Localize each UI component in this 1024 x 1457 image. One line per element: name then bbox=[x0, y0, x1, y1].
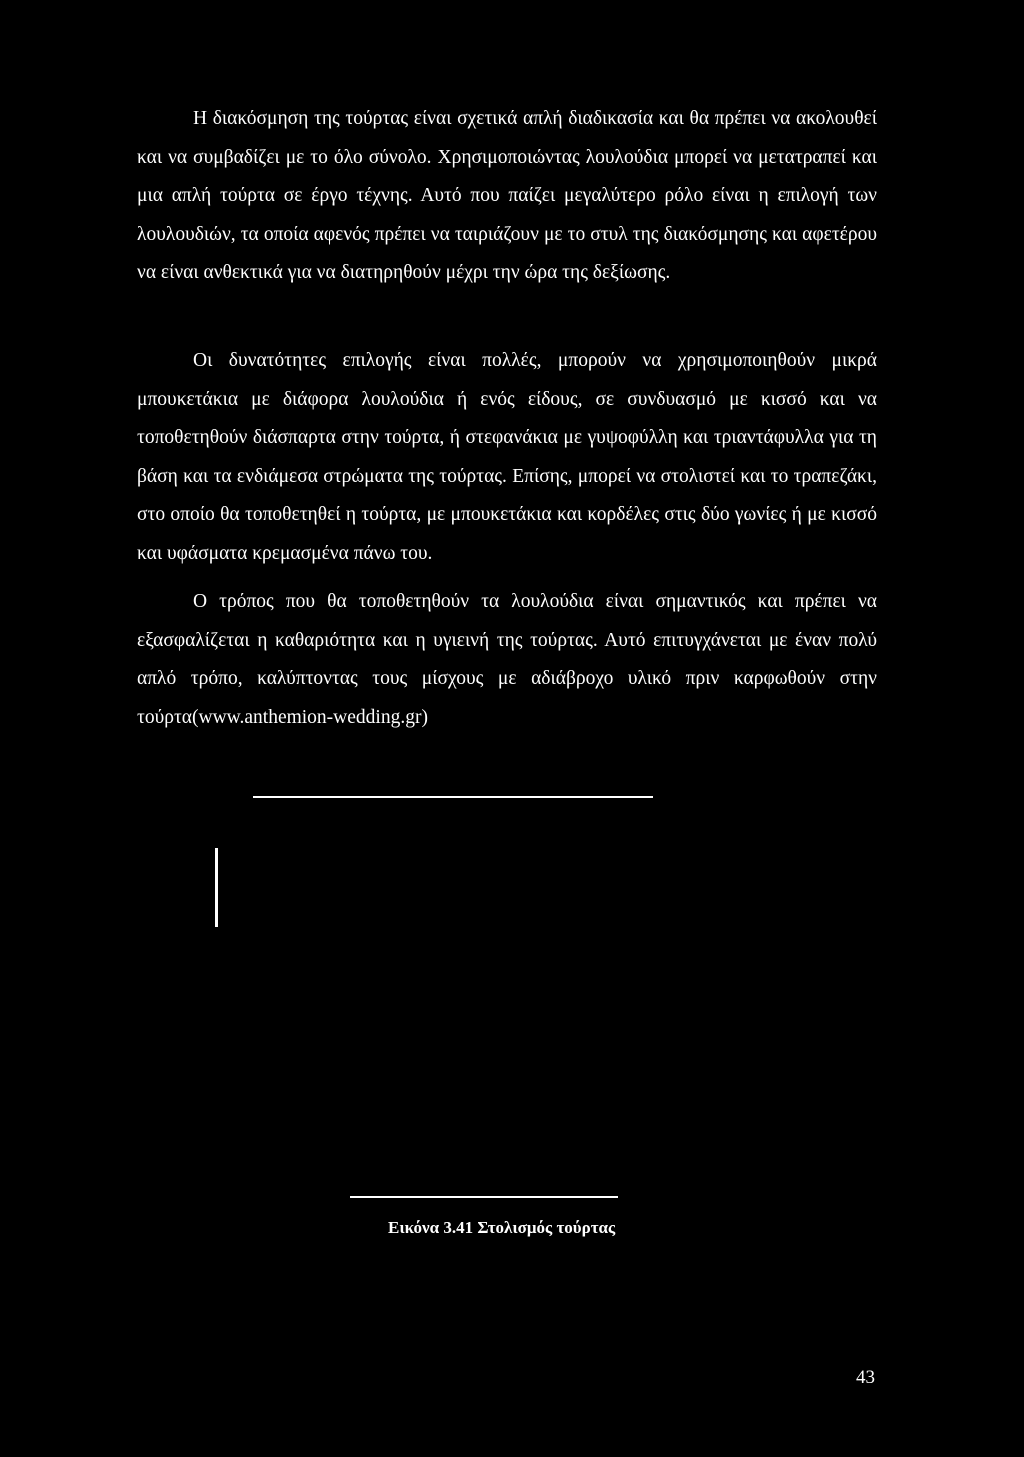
figure-left-border bbox=[215, 848, 218, 927]
figure-bottom-border bbox=[350, 1196, 618, 1198]
figure-caption: Εικόνα 3.41 Στολισμός τούρτας bbox=[388, 1218, 616, 1237]
figure-top-border bbox=[253, 796, 653, 798]
paragraph-2: Οι δυνατότητες επιλογής είναι πολλές, μπορούν να χρησιμοποιηθούν μικρά μπουκετάκια με διάφορα λουλούδια ή ενός είδους, σε συνδυασμό με κισσό και να τοποθετηθούν διάσπαρτα στην τούρτα, ή στεφανάκια με γυψοφύλλη και τριαντάφυλλα για τη βάση και τα ενδιάμεσα στρώματα της τούρτας. Επίσης, μπορεί να στολιστεί και το τραπεζάκι, στο οποίο θα τοποθετηθεί η τούρτα, με μπουκετάκια και κορδέλες στις δύο γωνίες ή με κισσό και υφάσματα κρεμασμένα πάνω του. bbox=[137, 350, 877, 564]
paragraph-3: Ο τρόπος που θα τοποθετηθούν τα λουλούδια είναι σημαντικός και πρέπει να εξασφαλίζεται η καθαριότητα και η υγιεινή της τούρτας. Αυτό επιτυγχάνεται με έναν πολύ απλό τρόπο, καλύπτοντας τους μίσχους με αδιάβροχο υλικό πριν καρφωθούν στην τούρτα(www.anthemion-wedding.gr) bbox=[137, 591, 877, 728]
page-number: 43 bbox=[856, 1367, 875, 1388]
paragraph-1: Η διακόσμηση της τούρτας είναι σχετικά απλή διαδικασία και θα πρέπει να ακολουθεί και να συμβαδίζει με το όλο σύνολο. Χρησιμοποιώντας λουλούδια μπορεί να μετατραπεί και μια απλή τούρτα σε έργο τέχνης. Αυτό που παίζει μεγαλύτερο ρόλο είναι η επιλογή των λουλουδιών, τα οποία αφενός πρέπει να ταιριάζουν με το στυλ της διακόσμησης και αφετέρου να είναι ανθεκτικά για να διατηρηθούν μέχρι την ώρα της δεξίωσης. bbox=[137, 108, 877, 284]
